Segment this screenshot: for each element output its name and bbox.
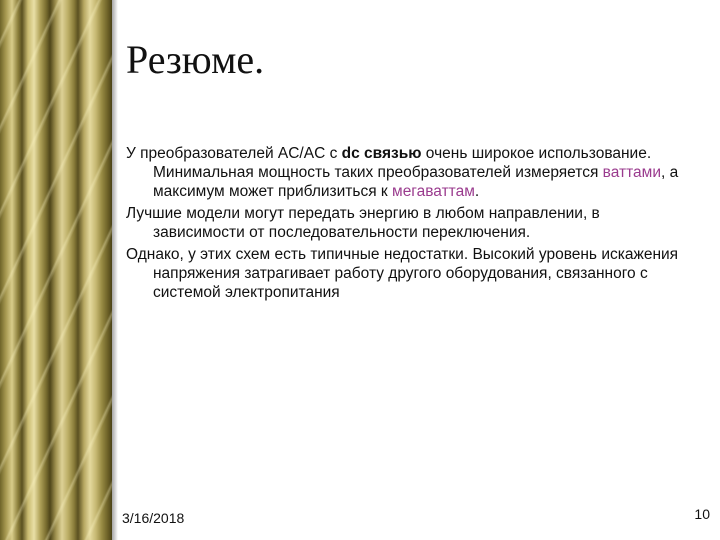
paragraph-1-text-b: очень широкое использование. Минимальная мощность таких преобразователей измеряется [153, 145, 652, 181]
slide-body [126, 144, 686, 305]
paragraph-1-accent-watts: ваттами [602, 164, 661, 181]
decorative-gold-pillar [0, 0, 112, 540]
pillar-shadow [112, 0, 118, 540]
paragraph-1-bold-term: dc связью [341, 145, 422, 162]
paragraph-1-text-a: У преобразователей AC/AC с [126, 145, 342, 162]
paragraph-1 [126, 144, 686, 201]
paragraph-1-text-c: , а максимум может приблизиться к [153, 164, 679, 200]
paragraph-1-text-d: . [474, 183, 480, 200]
paragraph-3: Однако, у этих схем есть типичные недостатки. Высокий уровень искажения напряжения затрагивает работу другого оборудования, связанного с системой электропитания [126, 246, 679, 301]
footer-page-number: 10 [694, 506, 710, 522]
footer-date: 3/16/2018 [122, 510, 185, 526]
paragraph-1-accent-megawatts: мегаваттам [392, 183, 475, 200]
slide-title: Резюме. [126, 37, 265, 82]
paragraph-2: Лучшие модели могут передать энергию в любом направлении, в зависимости от последовательности переключения. [126, 205, 600, 241]
